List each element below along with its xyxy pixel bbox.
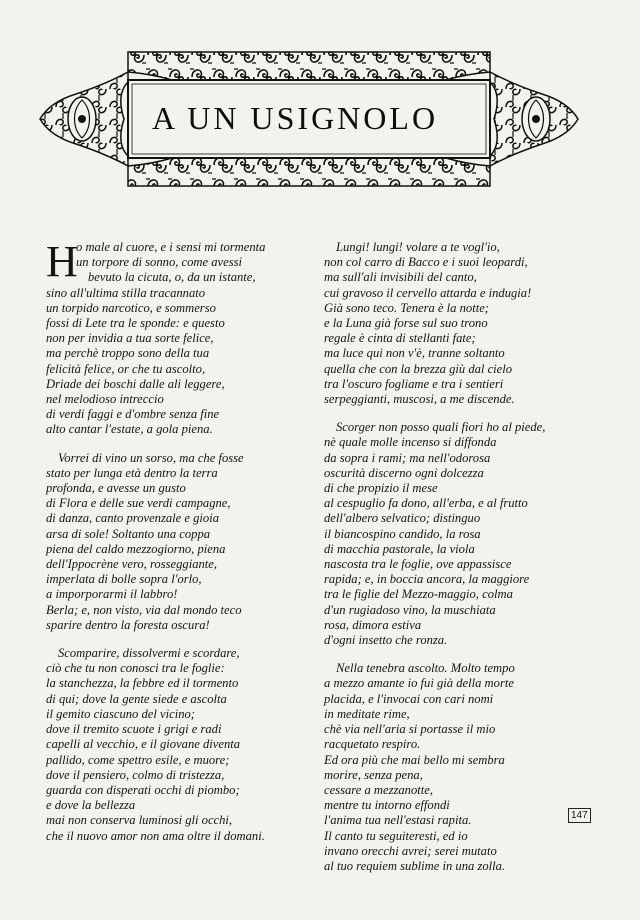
- stanza-5: [324, 420, 586, 648]
- verse-line: da sopra i rami; ma nell'odorosa: [324, 450, 491, 465]
- verse-line: Già sono teco. Tenera è la notte;: [324, 300, 489, 315]
- verse-line: chè via nell'aria si portasse il mio: [324, 722, 496, 737]
- verse-line: un torpore di sonno, come avessi: [76, 255, 243, 270]
- verse-line: di danza, canto provenzale e gioia: [46, 511, 220, 526]
- verse-line: a imporporarmi il labbro!: [46, 587, 178, 602]
- verse-line: nascosta tra le foglie, ove appassisce: [324, 557, 512, 572]
- verse-line: rosa, dimora estiva: [324, 617, 422, 632]
- verse-line: serpeggianti, muscosi, a me discende.: [324, 392, 515, 407]
- verse-line: dell'albero selvatico; distinguo: [324, 511, 481, 526]
- verse-line: ma sull'ali invisibili del canto,: [324, 270, 477, 285]
- stanza-6: [324, 661, 586, 874]
- verse-line: Berla; e, non visto, via dal mondo teco: [46, 602, 242, 617]
- verse-line: l'anima tua nell'estasi rapita.: [324, 813, 472, 828]
- verse-line: al tuo requiem sublime in una zolla.: [324, 858, 506, 873]
- verse-line: Ed ora più che mai bello mi sembra: [324, 752, 505, 767]
- verse-line: oscurità discerno ogni dolcezza: [324, 465, 484, 480]
- verse-line: guarda con disperati occhi di piombo;: [46, 782, 240, 797]
- verse-line: Il canto tu seguiteresti, ed io: [324, 828, 468, 843]
- verse-line: il biancospino candido, la rosa: [324, 526, 481, 541]
- verse-line: di qui; dove la gente siede e ascolta: [46, 691, 227, 706]
- verse-line: dove il tremito scuote i grigi e radi: [46, 722, 222, 737]
- verse-line: arsa di sole! Soltanto una coppa: [46, 526, 211, 541]
- verse-line: Scorger non posso quali fiori ho al piede,: [336, 420, 546, 435]
- verse-line: di che propizio il mese: [324, 481, 438, 496]
- verse-line: capelli al vecchio, e il giovane diventa: [46, 737, 241, 752]
- left-column: [46, 237, 308, 857]
- verse-line: regale è cinta di stellanti fate;: [324, 331, 476, 346]
- verse-line: che il nuovo amor non ama oltre il domani.: [46, 828, 265, 843]
- verse-line: d'ogni insetto che ronza.: [324, 633, 448, 648]
- verse-line: al cespuglio fa dono, all'erba, e al frutto: [324, 496, 528, 511]
- verse-line: ma luce qui non v'è, tranne soltanto: [324, 346, 505, 361]
- verse-line: tra l'oscuro fogliame e tra i sentieri: [324, 376, 504, 391]
- verse-line: Lungi! lungi! volare a te vogl'io,: [336, 240, 500, 254]
- verse-line: Vorrei di vino un sorso, ma che fosse: [58, 450, 244, 465]
- verse-line: ciò che tu non conosci tra le foglie:: [46, 661, 225, 676]
- verse-line: ma perchè troppo sono della tua: [46, 346, 210, 361]
- verse-line: il gemito ciascuno del vicino;: [46, 706, 195, 721]
- verse-line: piena del caldo mezzogiorno, piena: [46, 541, 226, 556]
- verse-line: nè quale molle incenso si diffonda: [324, 435, 497, 450]
- verse-line: invano orecchi avrei; serei mutato: [324, 843, 497, 858]
- verse-line: dell'Ippocrène vero, rosseggiante,: [46, 557, 218, 572]
- verse-line: pallido, come spettro esile, e muore;: [46, 752, 230, 767]
- verse-line: cessare a mezzanotte,: [324, 782, 434, 797]
- verse-line: in meditate rime,: [324, 706, 410, 721]
- verse-line: Scomparire, dissolvermi e scordare,: [58, 646, 240, 661]
- right-column: [324, 240, 586, 887]
- verse-line: fossi di Lete tra le sponde: e questo: [46, 316, 225, 331]
- verse-line: a mezzo amante io fui già della morte: [324, 676, 514, 691]
- verse-line: nel melodioso intreccio: [46, 392, 164, 407]
- verse-line: e la Luna già forse sul suo trono: [324, 316, 488, 331]
- verse-line: bevuto la cicuta, o, da un istante,: [88, 270, 256, 285]
- verse-line: placida, e l'invocai con cari nomi: [324, 691, 494, 706]
- verse-line: imperlata di bolle sopra l'orlo,: [46, 572, 202, 587]
- stanza-3: [46, 646, 308, 844]
- verse-line: mai non conserva luminosi gli occhi,: [46, 813, 233, 828]
- verse-line: non col carro di Bacco e i suoi leopardi,: [324, 255, 528, 270]
- poem-title: A UN USIGNOLO: [151, 100, 439, 136]
- verse-line: racquetato respiro.: [324, 737, 421, 752]
- verse-line: di verdi faggi e d'ombre senza fine: [46, 407, 220, 422]
- verse-line: la stanchezza, la febbre ed il tormento: [46, 676, 239, 691]
- verse-line: alto cantar l'estate, a gola piena.: [46, 422, 213, 437]
- verse-line: di macchia pastorale, la viola: [324, 541, 475, 556]
- verse-line: sino all'ultima stilla tracannato: [46, 285, 206, 300]
- stanza-4: [324, 240, 586, 407]
- page-number: 147: [568, 808, 591, 823]
- verse-line: felicità felice, or che tu ascolto,: [46, 361, 206, 376]
- stanza-1: [46, 237, 308, 438]
- verse-line: mentre tu intorno effondi: [324, 798, 450, 813]
- verse-line: profonda, e avesse un gusto: [46, 481, 186, 496]
- verse-line: o male al cuore, e i sensi mi tormenta: [76, 240, 266, 254]
- drop-cap: H: [46, 237, 78, 286]
- verse-line: Nella tenebra ascolto. Molto tempo: [336, 661, 515, 676]
- verse-line: morire, senza pena,: [324, 767, 423, 782]
- verse-line: cui gravoso il cervello attarda e indugia!: [324, 285, 532, 300]
- verse-line: dove il pensiero, colmo di tristezza,: [46, 767, 225, 782]
- verse-line: rapida; e, in boccia ancora, la maggiore: [324, 572, 530, 587]
- verse-line: d'un rugiadoso vino, la muschiata: [324, 602, 496, 617]
- verse-line: un torpido narcotico, e sommerso: [46, 300, 216, 315]
- verse-line: di Flora e delle sue verdi campagne,: [46, 496, 231, 511]
- verse-line: Driade dei boschi dalle ali leggere,: [46, 376, 225, 391]
- verse-line: sparire dentro la foresta oscura!: [46, 617, 210, 632]
- verse-line: quella che con la brezza giù dal cielo: [324, 361, 513, 376]
- verse-line: stato per lunga età dentro la terra: [46, 465, 218, 480]
- verse-line: e dove la bellezza: [46, 798, 136, 813]
- verse-line: tra le figlie del Mezzo-maggio, colma: [324, 587, 513, 602]
- stanza-2: [46, 451, 308, 633]
- verse-line: non per invidia a tua sorte felice,: [46, 331, 214, 346]
